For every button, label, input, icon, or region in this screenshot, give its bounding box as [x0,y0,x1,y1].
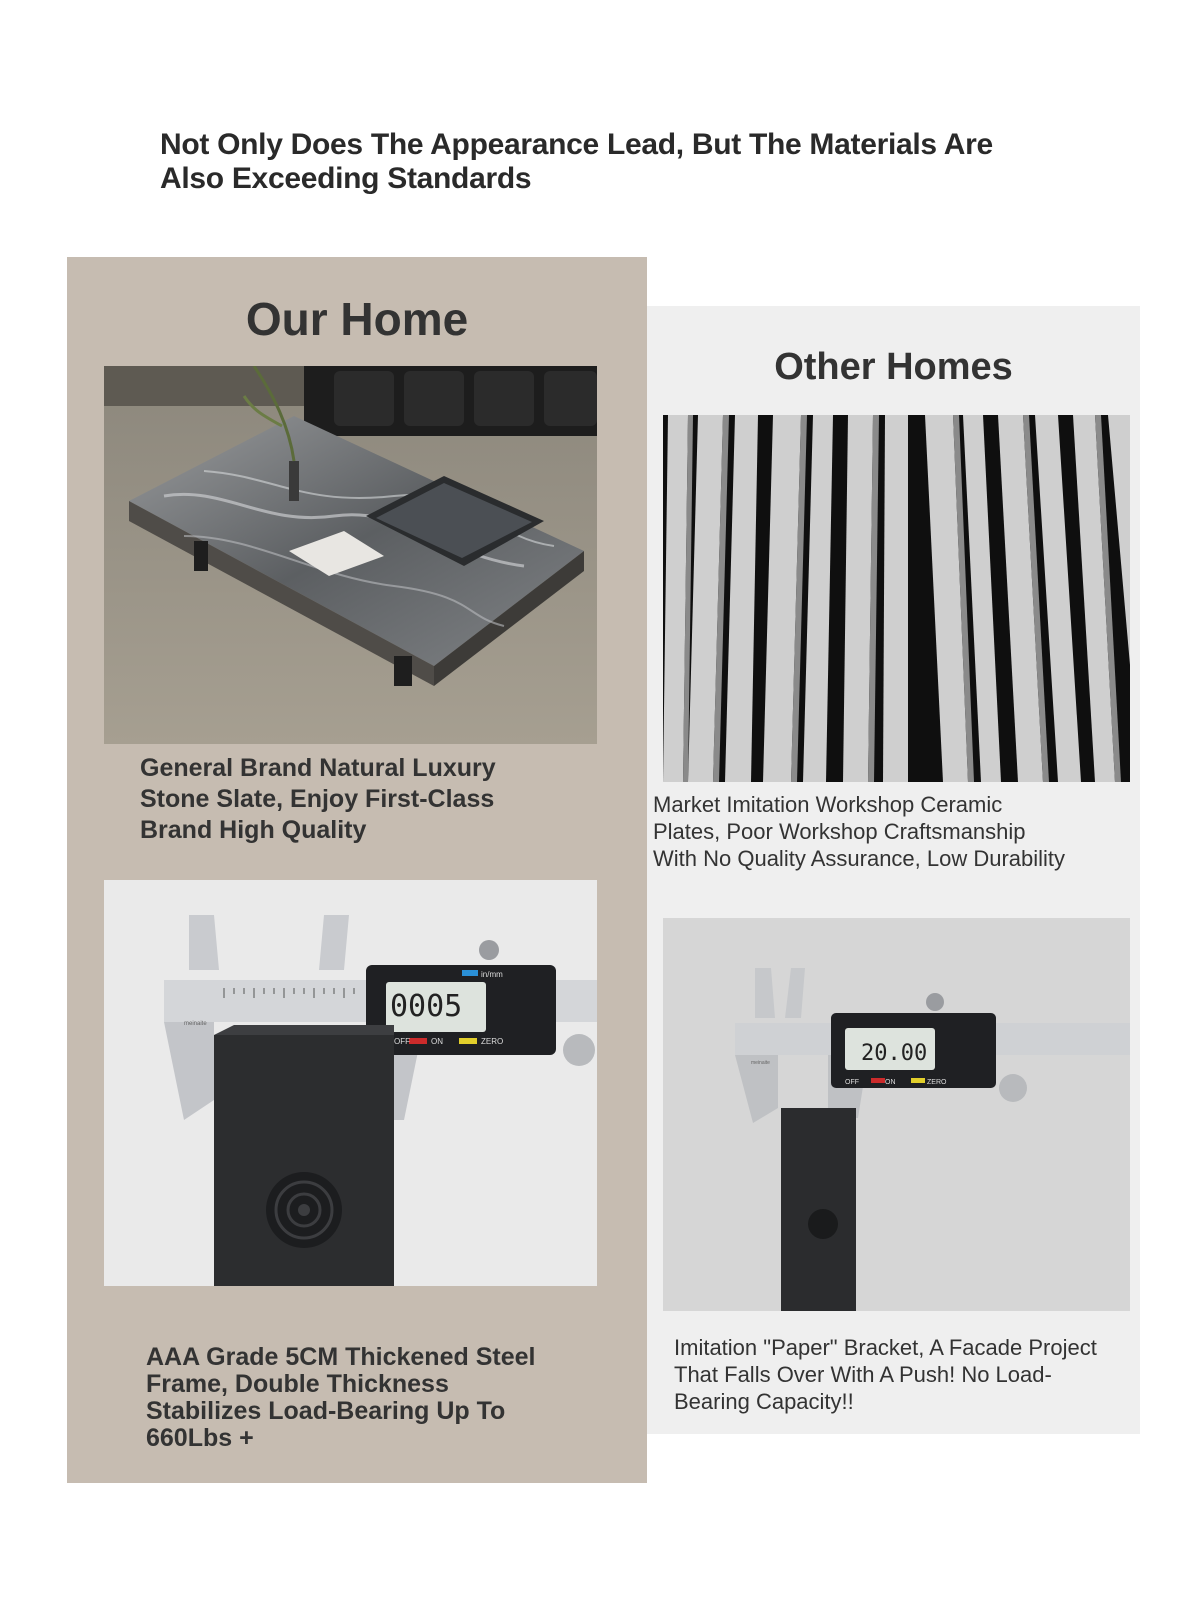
caliper-reading-left: 0005 [390,989,463,1024]
caliper-off-label-right: OFF [845,1079,859,1086]
caliper-unit-label: in/mm [481,970,503,979]
caliper-on-label-right: ON [885,1079,896,1086]
caliper-zero-label: ZERO [481,1037,504,1046]
our-home-title: Our Home [245,293,469,345]
our-home-caption-stone: General Brand Natural Luxury Stone Slate, Enjoy First-Class Brand High Quality [140,754,496,844]
steel-frame-caliper-photo [104,880,597,1286]
caliper-brand-label: meinaite [184,1021,207,1027]
our-home-panel [67,257,647,1483]
paper-bracket-caliper-photo [663,918,1130,1311]
marble-table-illustration [104,366,597,744]
caliper-off-label: OFF [394,1037,410,1046]
caliper-illustration-left [104,880,597,1286]
ceramic-plates-photo [663,415,1130,782]
our-home-caption-steel: AAA Grade 5CM Thickened Steel Frame, Double Thickness Stabilizes Load-Bearing Up To 660Lbs + [146,1343,536,1452]
marble-table-photo [104,366,597,744]
other-homes-caption-bracket: Imitation "Paper" Bracket, A Facade Project That Falls Over With A Push! No Load-Bearing Capacity!! [674,1335,1097,1414]
caliper-zero-label-right: ZERO [927,1079,947,1086]
caliper-illustration-right [663,918,1130,1311]
page-headline: Not Only Does The Appearance Lead, But The Materials Are Also Exceeding Standards [160,128,993,195]
other-homes-caption-ceramic: Market Imitation Workshop Ceramic Plates, Poor Workshop Craftsmanship With No Quality Assurance, Low Durability [653,792,1066,871]
caliper-brand-label-right: meinaite [751,1060,770,1066]
ceramic-plates-illustration [663,415,1130,782]
other-homes-title: Other Homes [774,346,1013,388]
caliper-on-label: ON [431,1037,443,1046]
other-homes-panel [647,306,1140,1434]
caliper-reading-right: 20.00 [861,1041,928,1066]
